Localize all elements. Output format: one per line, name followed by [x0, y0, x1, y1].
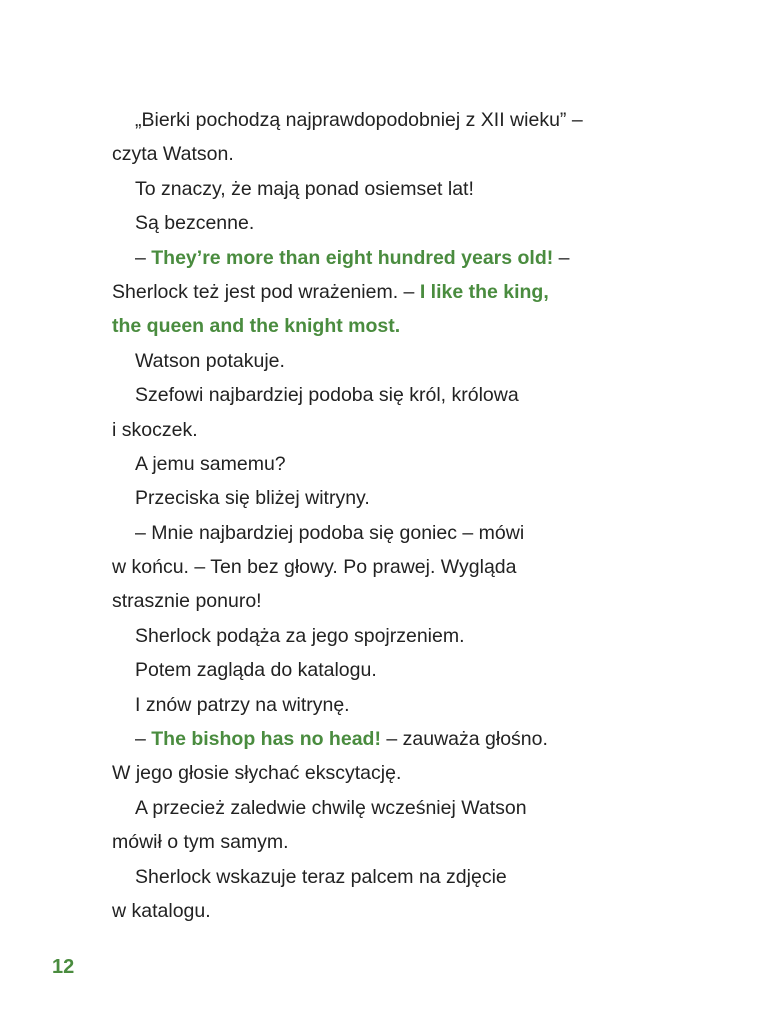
english-phrase: The bishop has no head!	[151, 728, 381, 751]
text-line	[112, 584, 642, 618]
text-span: Sherlock też jest pod wrażeniem. –	[112, 280, 420, 303]
text-line	[112, 550, 642, 584]
text-line	[112, 172, 642, 206]
text-span: Szefowi najbardziej podoba się król, królowa	[135, 384, 519, 407]
text-line	[112, 137, 642, 171]
text-span: To znaczy, że mają ponad osiemset lat!	[135, 177, 474, 200]
text-span: czyta Watson.	[112, 143, 234, 166]
text-span: Są bezcenne.	[135, 212, 255, 235]
text-span: –	[553, 246, 570, 269]
text-line	[112, 378, 642, 412]
text-line	[112, 791, 642, 825]
text-line	[112, 722, 642, 756]
text-line	[112, 860, 642, 894]
text-span: i skoczek.	[112, 418, 198, 441]
text-line	[112, 275, 642, 309]
text-span: –	[135, 728, 152, 751]
text-line	[112, 103, 642, 137]
text-line	[112, 756, 642, 790]
english-phrase: They’re more than eight hundred years old!	[151, 246, 554, 269]
text-line	[112, 619, 642, 653]
page-number: 12	[52, 956, 75, 978]
text-line	[112, 447, 642, 481]
text-span: W jego głosie słychać ekscytację.	[112, 762, 402, 785]
text-span: Potem zagląda do katalogu.	[135, 659, 377, 682]
text-line	[112, 413, 642, 447]
text-span: – zauważa głośno.	[380, 728, 548, 751]
text-span: Sherlock wskazuje teraz palcem na zdjęcie	[135, 865, 507, 888]
text-span: „Bierki pochodzą najprawdopodobniej z XII wieku” –	[135, 109, 583, 131]
text-span: A przecież zaledwie chwilę wcześniej Watson	[135, 796, 527, 819]
text-span: w końcu. – Ten bez głowy. Po prawej. Wygląda	[112, 556, 517, 579]
text-span: Sherlock podąża za jego spojrzeniem.	[135, 624, 465, 647]
english-phrase: I like the king,	[419, 280, 549, 303]
text-line	[112, 688, 642, 722]
text-span: – Mnie najbardziej podoba się goniec – mówi	[135, 521, 525, 544]
text-line	[112, 516, 642, 550]
text-line	[112, 344, 642, 378]
text-span: Watson potakuje.	[135, 349, 285, 372]
text-line	[112, 481, 642, 515]
text-line	[112, 206, 642, 240]
text-line	[112, 894, 642, 928]
text-span: strasznie ponuro!	[112, 590, 262, 613]
text-line	[112, 309, 642, 343]
text-span: Przeciska się bliżej witryny.	[135, 487, 370, 510]
text-line	[112, 825, 642, 859]
text-span: w katalogu.	[112, 899, 211, 922]
page-body-text	[112, 103, 642, 928]
text-span: mówił o tym samym.	[112, 831, 289, 854]
text-span: I znów patrzy na witrynę.	[135, 693, 350, 716]
text-span: A jemu samemu?	[135, 452, 286, 475]
text-span: –	[135, 246, 152, 269]
english-phrase: the queen and the knight most.	[112, 315, 401, 338]
text-line	[112, 653, 642, 687]
text-line	[112, 241, 642, 275]
